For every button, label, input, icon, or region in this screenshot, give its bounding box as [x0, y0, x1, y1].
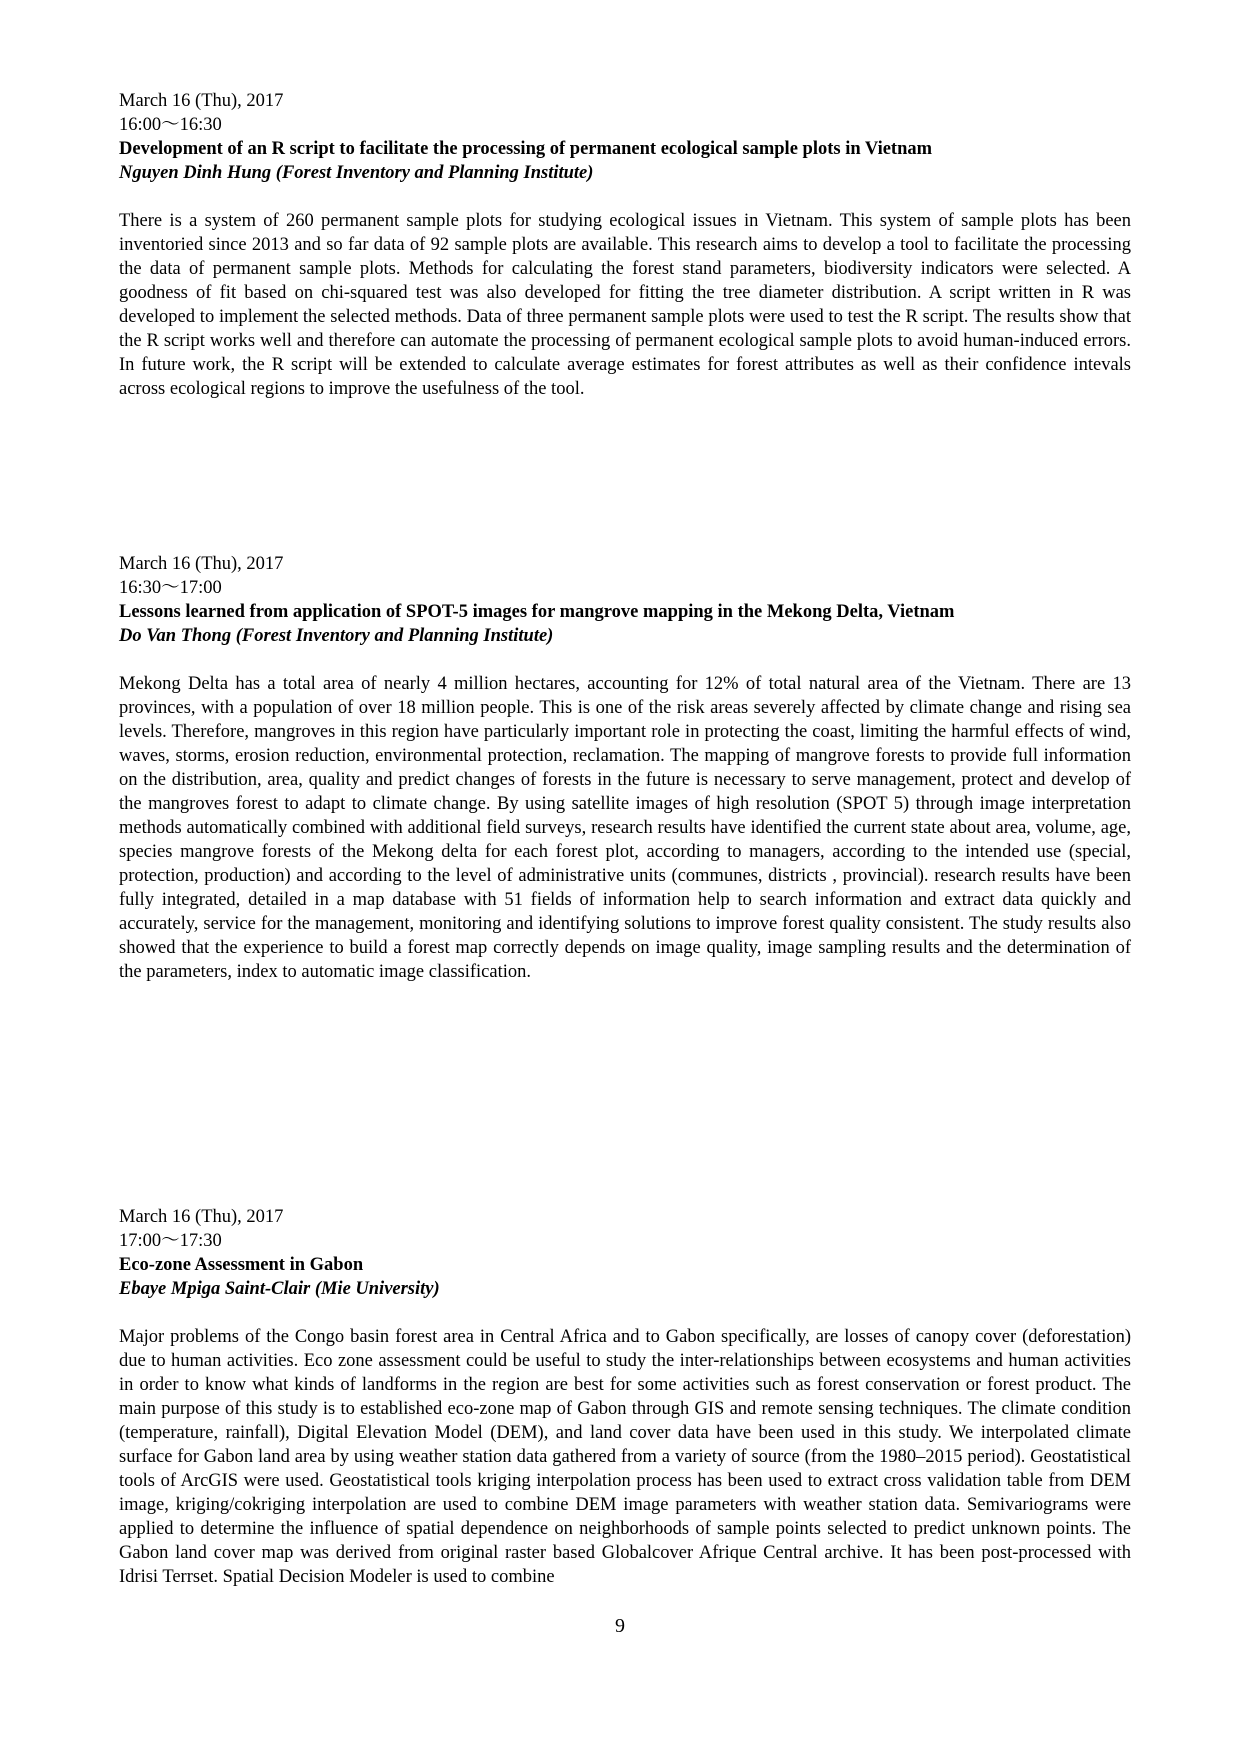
talk-author: Do Van Thong (Forest Inventory and Planning Institute)	[119, 626, 554, 646]
talk-author: Nguyen Dinh Hung (Forest Inventory and Planning Institute)	[119, 163, 594, 183]
abstract-section	[119, 552, 1131, 984]
session-time: 16:30～17:00	[119, 578, 222, 598]
abstract-body: There is a system of 260 permanent sample plots for studying ecological issues in Vietnam. This system of sample plots has been inventoried since 2013 and so far data of 92 sample plots are available. This research aims to develop a tool to facilitate the processing the data of permanent sample plots. Methods for calculating the forest stand parameters, biodiversity indicators were selected. A goodness of fit based on chi-squared test was also developed for fitting the tree diameter distribution. A script written in R was developed to implement the selected methods. Data of three permanent sample plots were used to test the R script. The results show that the R script works well and therefore can automate the processing of permanent ecological sample plots to avoid human-induced errors. In future work, the R script will be extended to calculate average estimates for forest attributes as well as their confidence intevals across ecological regions to improve the usefulness of the tool.	[119, 211, 1131, 399]
page-number: 9	[615, 1615, 625, 1637]
talk-title: Eco-zone Assessment in Gabon	[119, 1255, 364, 1275]
session-date: March 16 (Thu), 2017	[119, 91, 284, 111]
abstract-section	[119, 1205, 1131, 1589]
session-date: March 16 (Thu), 2017	[119, 554, 284, 574]
abstract-body: Major problems of the Congo basin forest area in Central Africa and to Gabon specifically, are losses of canopy cover (deforestation) due to human activities. Eco zone assessment could be useful to study the inter-relationships between ecosystems and human activities in order to know what kinds of landforms in the region are best for some activities such as forest conservation or forest product. The main purpose of this study is to established eco-zone map of Gabon through GIS and remote sensing techniques. The climate condition (temperature, rainfall), Digital Elevation Model (DEM), and land cover data have been used in this study. We interpolated climate surface for Gabon land area by using weather station data gathered from a variety of source (from the 1980–2015 period). Geostatistical tools of ArcGIS were used. Geostatistical tools kriging interpolation process has been used to extract cross validation table from DEM image, kriging/cokriging interpolation are used to combine DEM image parameters with weather station data. Semivariograms were applied to determine the influence of spatial dependence on neighborhoods of sample points selected to predict unknown points. The Gabon land cover map was derived from original raster based Globalcover Afrique Central archive. It has been post-processed with Idrisi Terrset. Spatial Decision Modeler is used to combine	[119, 1327, 1131, 1587]
session-time: 16:00～16:30	[119, 115, 222, 135]
abstract-body: Mekong Delta has a total area of nearly 4 million hectares, accounting for 12% of total natural area of the Vietnam. There are 13 provinces, with a population of over 18 million people. This is one of the risk areas severely affected by climate change and rising sea levels. Therefore, mangroves in this region have particularly important role in protecting the coast, limiting the harmful effects of wind, waves, storms, erosion reduction, environmental protection, reclamation. The mapping of mangrove forests to provide full information on the distribution, area, quality and predict changes of forests in the future is necessary to serve management, protect and develop of the mangroves forest to adapt to climate change. By using satellite images of high resolution (SPOT 5) through image interpretation methods automatically combined with additional field surveys, research results have identified the current state about area, volume, age, species mangrove forests of the Mekong delta for each forest plot, according to managers, according to the intended use (special, protection, production) and according to the level of administrative units (communes, districts , provincial). research results have been fully integrated, detailed in a map database with 51 fields of information help to search information and extract data quickly and accurately, service for the management, monitoring and identifying solutions to improve forest quality consistent. The study results also showed that the experience to build a forest map correctly depends on image quality, image sampling results and the determination of the parameters, index to automatic image classification.	[119, 674, 1131, 982]
session-time: 17:00～17:30	[119, 1231, 222, 1251]
abstract-section	[119, 89, 1131, 401]
talk-title: Development of an R script to facilitate the processing of permanent ecological sample plots in Vietnam	[119, 139, 933, 159]
talk-author: Ebaye Mpiga Saint-Clair (Mie University)	[119, 1279, 440, 1299]
talk-title: Lessons learned from application of SPOT-5 images for mangrove mapping in the Mekong Delta, Vietnam	[119, 602, 955, 622]
session-date: March 16 (Thu), 2017	[119, 1207, 284, 1227]
